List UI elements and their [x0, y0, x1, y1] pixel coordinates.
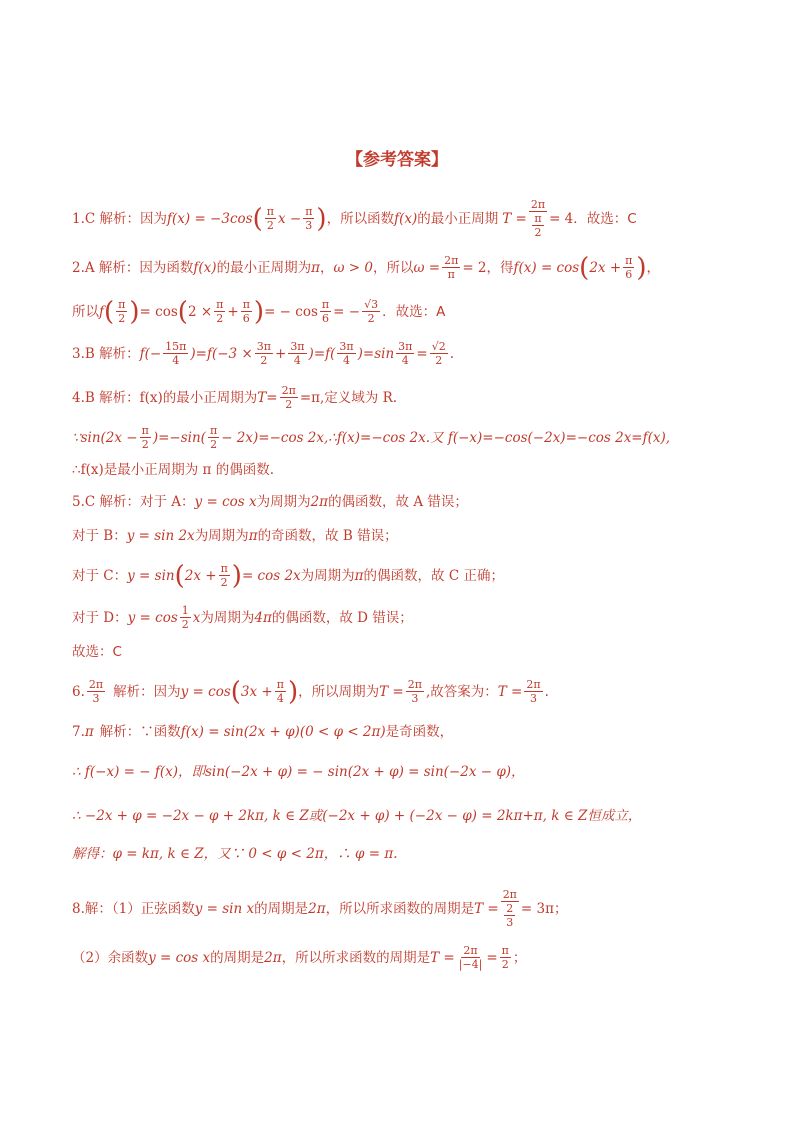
math-expr: 2π: [308, 900, 326, 917]
fraction: $\frac{2\pi}{3}$: [88, 678, 104, 705]
paren: ): [231, 560, 242, 591]
text: ,故答案为：: [425, 683, 498, 700]
page-title: 【参考答案】: [346, 150, 448, 170]
math-expr: x −: [277, 210, 302, 227]
text: 解析：∵函数: [99, 724, 181, 740]
math-expr: ∴ f(−x) = − f(x)，即sin(−2x + φ) = − sin(2x + φ) = sin(−2x − φ)，: [72, 764, 525, 780]
paren: (: [174, 560, 185, 591]
fraction: $\frac{3\pi}{2}$: [256, 340, 271, 367]
answer-2: [72, 254, 772, 281]
paren: ): [636, 252, 647, 283]
math-expr: )=f(: [308, 345, 336, 362]
math-expr: f(x) = −3cos: [167, 210, 253, 227]
math-expr: T =: [502, 210, 527, 227]
answer-choice: ．故选：C: [573, 210, 637, 227]
paren: (: [177, 296, 188, 327]
text: 对于 C：: [72, 567, 128, 584]
math-expr: ∴ −2x + φ = −2x − φ + 2kπ, k ∈ Z或(−2x + φ) + (−2x − φ) = 2kπ+π, k ∈ Z恒成立，: [72, 808, 642, 824]
answer-7-line-3: [72, 806, 772, 826]
math-expr: 2 ×: [187, 303, 213, 320]
answer-5-label: 5.C 解析：对于 A：: [72, 494, 195, 510]
paren: (: [104, 296, 115, 327]
paren: (: [230, 676, 241, 707]
answer-choice: 故选：C: [72, 644, 122, 660]
answer-5-d: [72, 604, 772, 631]
text: ，所以所求函数的周期是: [325, 900, 475, 917]
math-expr: 2x +: [184, 567, 217, 584]
math-expr: = cos 2x: [241, 567, 301, 584]
answer-5-b: [72, 526, 772, 546]
math-expr: )=sin: [357, 345, 395, 362]
paren: ): [253, 296, 265, 327]
fraction: $\frac{\pi}{3}$: [305, 205, 313, 232]
fraction: $\frac{3\pi}{4}$: [339, 340, 354, 367]
text: =π,定义域为 R.: [299, 389, 398, 406]
math-expr: = − cos: [264, 303, 318, 320]
math-expr: y = cos x: [148, 949, 211, 966]
text: ，: [319, 259, 334, 276]
paren: (: [252, 203, 263, 234]
math-expr: =: [486, 949, 498, 966]
answer-3: [72, 340, 772, 367]
math-expr: y = sin 2x: [126, 528, 195, 544]
fraction: $\frac{1}{2}$: [181, 604, 189, 631]
text: ，所以函数: [326, 210, 395, 227]
math-expr: )=−sin(: [152, 429, 206, 446]
fraction: $\frac{\pi}{2}$: [501, 944, 509, 971]
math-expr: f(x): [394, 210, 418, 227]
fraction: $\frac{2\pi}{|-4|}$: [458, 944, 483, 971]
text: 为周期为: [200, 609, 255, 626]
answer-5: [72, 492, 772, 512]
math-expr: T=: [257, 389, 278, 406]
fraction: $\frac{\pi}{4}$: [276, 678, 284, 705]
answer-7: [72, 722, 772, 742]
answer-6-label: 6.: [72, 683, 85, 700]
fraction: $\frac{√3}{2}$: [364, 298, 379, 325]
paren: ): [316, 203, 327, 234]
math-expr: 2π: [264, 949, 282, 966]
text: 为周期为: [194, 528, 249, 544]
text: f(x)的最小正周期为: [139, 389, 258, 406]
math-expr: π: [354, 567, 364, 584]
text: 的最小正周期: [417, 210, 499, 227]
fraction: $\frac{\pi}{2}$: [141, 424, 149, 451]
answer-7-line-4: [72, 844, 772, 864]
math-expr: y = cos: [180, 683, 231, 700]
text: ；: [554, 900, 568, 917]
math-expr: 解得：φ = kπ, k ∈ Z，又∵ 0 < φ < 2π，∴ φ = π.: [72, 846, 398, 862]
text: 的奇函数，故 B 错误；: [257, 528, 398, 544]
math-expr: ω =: [413, 259, 441, 276]
text: .: [544, 683, 549, 700]
math-expr: ∵sin(2x −: [72, 429, 138, 446]
math-expr: .: [449, 345, 455, 362]
fraction: $\frac{\pi}{2}$: [220, 562, 228, 589]
math-expr: f(−: [139, 345, 162, 362]
answer-4-label: 4.B 解析：: [72, 389, 140, 406]
math-expr: − 2x)=−cos 2x,∴f(x)=−cos 2x.又 f(−x)=−cos(−2x)=−cos 2x=f(x),: [221, 429, 671, 446]
fraction: $\frac{\pi}{6}$: [242, 298, 250, 325]
paren: ): [129, 296, 140, 327]
answer-4-line-3: [72, 460, 772, 480]
answer-2-label: 2.A 解析：因为函数: [72, 259, 194, 276]
fraction: $\frac{2\pi}{2}$: [281, 384, 296, 411]
math-expr: =: [416, 345, 428, 362]
fraction: $\frac{3\pi}{4}$: [290, 340, 305, 367]
fraction: $\frac{2\pi}{\frac{2}{3}}$: [502, 888, 517, 929]
answer-7-label: 7.: [72, 724, 85, 740]
text: 为周期为: [300, 567, 355, 584]
text: 的最小正周期为: [216, 259, 312, 276]
answer-5-choice: [72, 642, 772, 662]
text: 的偶函数，故 C 正确；: [363, 567, 504, 584]
math-expr: +: [227, 303, 239, 320]
fraction: $\frac{\pi}{6}$: [321, 298, 330, 325]
text: ，所以周期为: [298, 683, 380, 700]
math-expr: 2x +: [589, 259, 622, 276]
math-expr: π: [248, 528, 258, 544]
math-expr: f(x) = sin(2x + φ)(0 < φ < 2π): [180, 724, 386, 740]
text: ，得: [486, 259, 514, 276]
answer-2-line-2: [72, 298, 772, 325]
fraction: $\frac{2\pi}{3}$: [526, 678, 541, 705]
text: 对于 B：: [72, 528, 127, 544]
answer-4: [72, 384, 772, 411]
fraction: $\frac{\pi}{2}$: [266, 205, 274, 232]
paren: ): [287, 676, 299, 707]
math-expr: 4π: [254, 609, 272, 626]
answer-8-part-2: [72, 944, 772, 971]
math-expr: T =: [497, 683, 523, 700]
math-expr: = −: [333, 303, 361, 320]
answer-5-c: [72, 562, 772, 589]
fraction: $\frac{\pi}{2}$: [216, 298, 224, 325]
answer-7-line-2: [72, 762, 772, 782]
fraction: $\frac{\pi}{2}$: [118, 298, 126, 325]
paren: (: [579, 252, 590, 283]
text: 的偶函数，故 A 错误；: [328, 494, 468, 510]
text: 的周期是: [254, 900, 309, 917]
text: ；: [512, 949, 527, 966]
text: 为周期为: [256, 494, 311, 510]
text: 的周期是: [210, 949, 265, 966]
text: 解析：因为: [113, 683, 181, 700]
answer-4-line-2: [72, 424, 772, 451]
math-expr: ω > 0: [333, 259, 373, 276]
math-expr: y = sin x: [194, 900, 255, 917]
text: ，: [646, 259, 661, 276]
fraction: $\frac{√2}{2}$: [431, 340, 446, 367]
math-expr: T =: [430, 949, 455, 966]
fraction: $\frac{3\pi}{4}$: [398, 340, 413, 367]
math-expr: = cos: [139, 303, 178, 320]
answer-8-label: 8.解：（1）正弦函数: [72, 900, 195, 917]
fraction: $\frac{2\pi}{3}$: [407, 678, 422, 705]
text: ，所以: [372, 259, 414, 276]
text: （2）余函数: [72, 949, 149, 966]
text: ，所以所求函数的周期是: [281, 949, 431, 966]
math-expr: 2π: [310, 494, 329, 510]
math-expr: = 4: [549, 210, 574, 227]
math-expr: 3x +: [240, 683, 273, 700]
math-expr: f: [99, 303, 104, 320]
fraction: $\frac{\pi}{6}$: [625, 254, 633, 281]
math-expr: y = cos: [127, 609, 178, 626]
math-expr: f(x) = cos: [513, 259, 580, 276]
math-expr: y = cos x: [194, 494, 257, 510]
answer-3-label: 3.B 解析：: [72, 345, 140, 362]
math-expr: f(x): [193, 259, 217, 276]
text: 对于 D：: [72, 609, 128, 626]
text: 所以: [72, 303, 99, 320]
math-expr: T =: [474, 900, 499, 917]
math-expr: +: [275, 345, 287, 362]
math-expr: x: [192, 609, 201, 626]
fraction: $\frac{15\pi}{4}$: [165, 340, 187, 367]
math-expr: = 2: [462, 259, 487, 276]
answer-1-label: 1.C 解析：因为: [72, 210, 168, 227]
answer-8: [72, 888, 772, 929]
answer-1: [72, 198, 772, 239]
text: 的偶函数，故 D 错误；: [271, 609, 413, 626]
fraction: $\frac{2\pi}{\frac{\pi}{2}}$: [530, 198, 546, 239]
text: ∴f(x)是最小正周期为 π 的偶函数.: [72, 462, 274, 478]
math-expr: )=f(−3 ×: [190, 345, 253, 362]
math-expr: π: [311, 259, 320, 276]
answer-choice: ．故选：A: [382, 303, 446, 320]
math-expr: = 3π: [520, 900, 554, 917]
math-expr: y = sin: [127, 567, 175, 584]
fraction: $\frac{2\pi}{\pi}$: [444, 254, 459, 281]
text: 是奇函数，: [385, 724, 454, 740]
math-expr: π: [84, 724, 94, 740]
math-expr: T =: [379, 683, 404, 700]
fraction: $\frac{\pi}{2}$: [209, 424, 218, 451]
answer-6: [72, 678, 772, 705]
